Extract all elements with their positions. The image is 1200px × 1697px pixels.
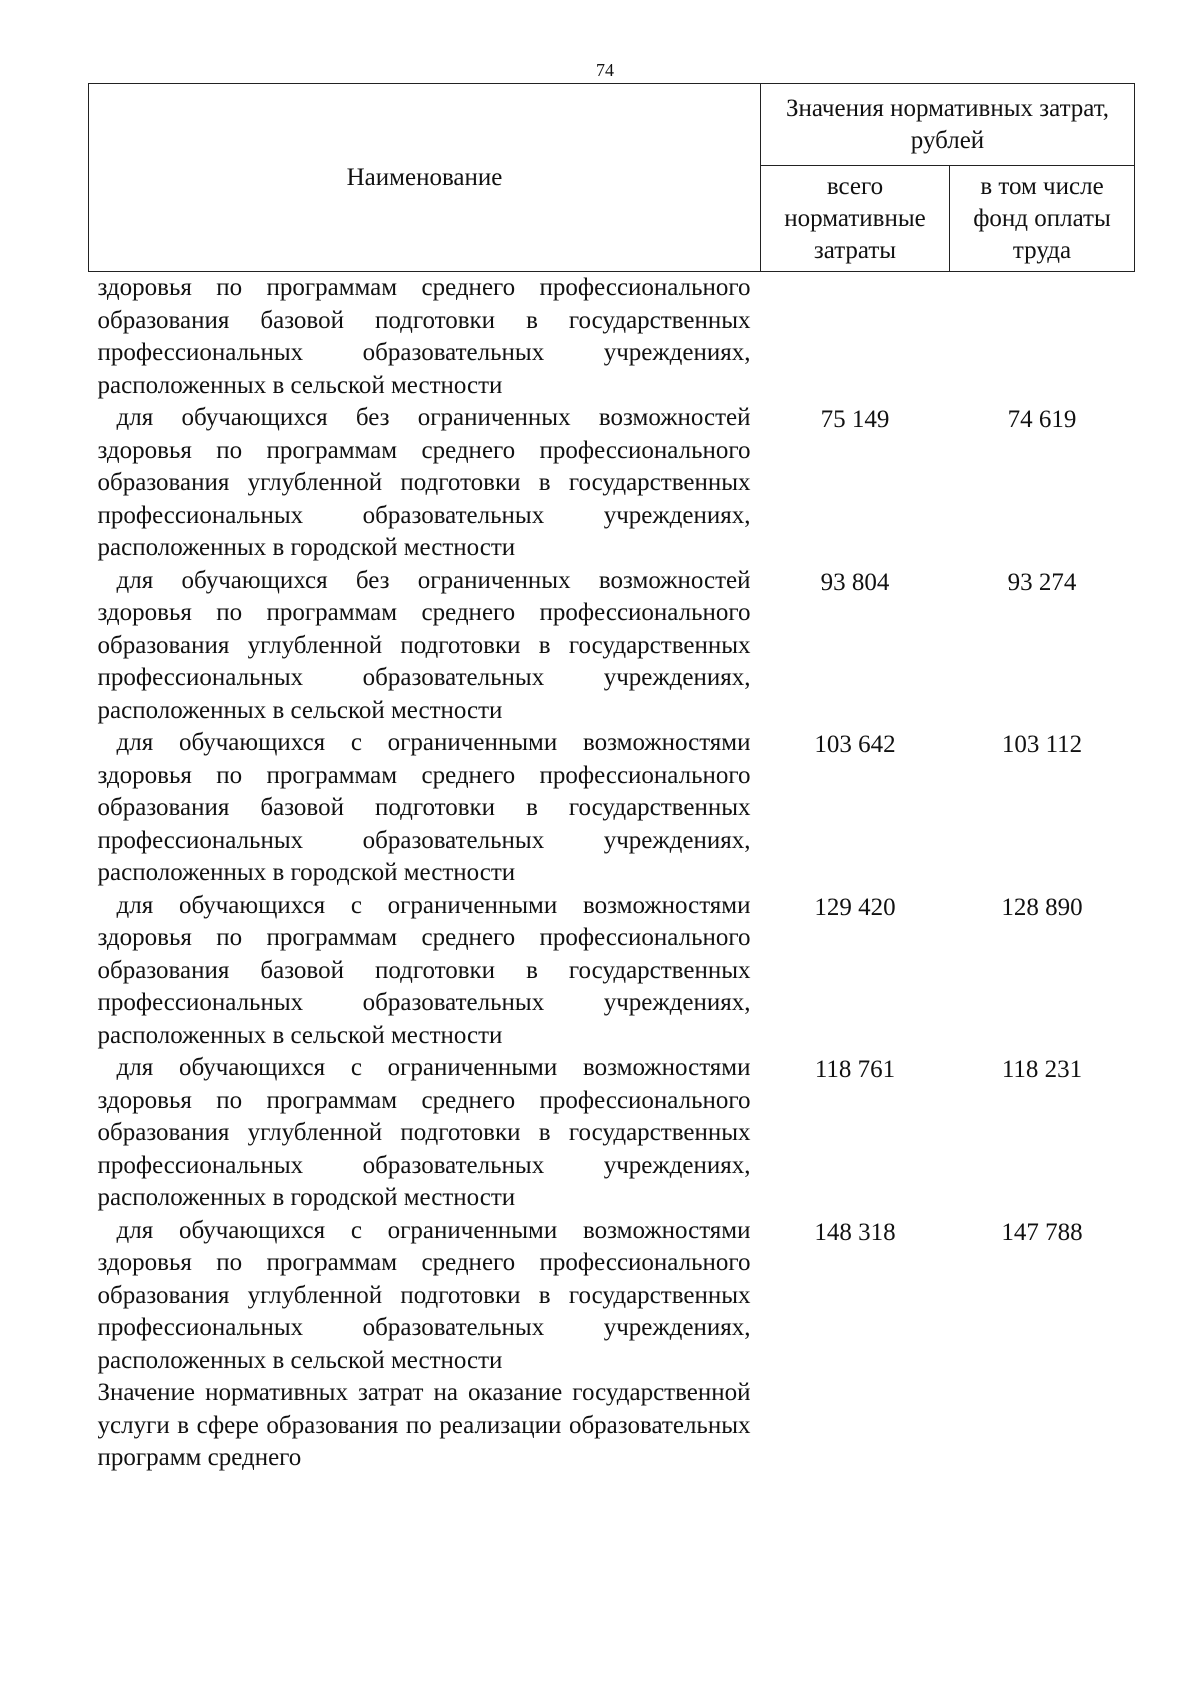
row-name: для обучающихся без ограниченных возможностей здоровья по программам среднего профессионального образования углубленной подготовки в государственных профессиональных образовательных учреждениях, расположенных в сельской местности: [97, 566, 751, 724]
row-total: [761, 1377, 950, 1475]
row-total: [761, 272, 950, 403]
table-row: [89, 890, 1135, 1053]
row-fund: [950, 1377, 1135, 1475]
table-row: [89, 727, 1135, 890]
row-name: для обучающихся с ограниченными возможностями здоровья по программам среднего профессионального образования базовой подготовки в государственных профессиональных образовательных учреждениях, расположенных в сельской местности: [97, 891, 751, 1049]
row-fund: 93 274: [1007, 568, 1077, 596]
row-fund: 147 788: [1001, 1218, 1083, 1246]
table-row: [89, 1052, 1135, 1215]
header-name: Наименование: [89, 84, 761, 272]
row-name: Значение нормативных затрат на оказание государственной услуги в сфере образования по реализации образовательных программ среднего: [97, 1379, 751, 1471]
row-total: 129 420: [814, 893, 896, 921]
row-fund: [950, 272, 1135, 403]
table-row: [89, 1377, 1135, 1475]
row-total: 118 761: [814, 1056, 896, 1083]
row-fund: 74 619: [1007, 406, 1077, 433]
row-name: для обучающихся с ограниченными возможностями здоровья по программам среднего профессионального образования углубленной подготовки в государственных профессиональных образовательных учреждениях, расположенных в сельской местности: [97, 1216, 751, 1374]
row-name: здоровья по программам среднего профессионального образования базовой подготовки в государственных профессиональных образовательных учреждениях, расположенных в сельской местности: [97, 274, 751, 399]
row-fund: 128 890: [1001, 893, 1083, 921]
table-row: [89, 402, 1135, 565]
row-total: 103 642: [814, 731, 896, 758]
header-wage-fund: в том числе фонд оплаты труда: [950, 166, 1135, 272]
table-row: [89, 272, 1135, 403]
row-name: для обучающихся с ограниченными возможностями здоровья по программам среднего профессионального образования базовой подготовки в государственных профессиональных образовательных учреждениях, расположенных в городской местности: [97, 729, 751, 886]
table-row: [89, 565, 1135, 728]
row-name: для обучающихся без ограниченных возможностей здоровья по программам среднего профессионального образования углубленной подготовки в государственных профессиональных образовательных учреждениях, расположенных в городской местности: [97, 404, 751, 561]
row-name: для обучающихся с ограниченными возможностями здоровья по программам среднего профессионального образования углубленной подготовки в государственных профессиональных образовательных учреждениях, расположенных в городской местности: [97, 1054, 751, 1211]
row-fund: 118 231: [1001, 1056, 1083, 1083]
normative-costs-table: [88, 83, 1135, 1475]
row-fund: 103 112: [1001, 731, 1083, 758]
table-row: [89, 1215, 1135, 1378]
header-values-group: Значения нормативных затрат, рублей: [761, 84, 1135, 166]
header-total-costs: всего нормативные затраты: [761, 166, 950, 272]
row-total: 148 318: [814, 1218, 896, 1246]
row-total: 75 149: [820, 406, 890, 433]
page-number: 74: [596, 60, 614, 80]
row-total: 93 804: [820, 568, 890, 596]
